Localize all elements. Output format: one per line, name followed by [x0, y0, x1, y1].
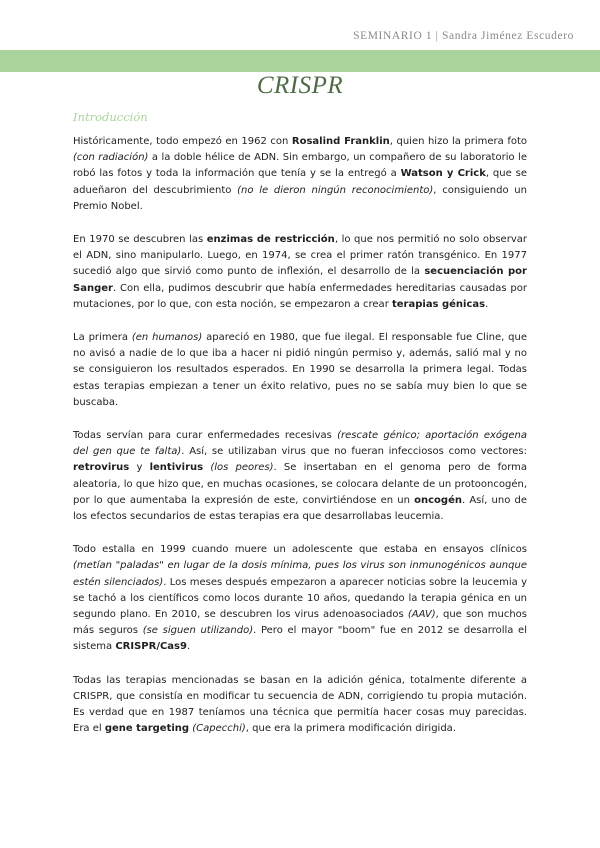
header-accent-bar	[0, 50, 600, 72]
paragraph-4: Todas servían para curar enfermedades recesivas (rescate génico; aportación exógena del gen que te falta). Así, se utilizaban virus que no fueran infecciosos como vectores: retrovirus y lentivirus (los peores). Se insertaban en el genoma pero de forma aleatoria, lo que hizo que, en muchas ocasiones, se colocara delante de un protooncogén, por lo que aumentaba la expresión de este, convirtiéndose en un oncogén. Así, uno de los efectos secundarios de estas terapias era que desarrollabas leucemia.	[73, 430, 528, 523]
paragraph-6: Todas las terapias mencionadas se basan en la adición génica, totalmente diferente a CRISPR, que consistía en modificar tu secuencia de ADN, corrigiendo tu propia mutación. Es verdad que en 1987 teníamos una técnica que permitía hacer cosas muy parecidas. Era el gene targeting (Capecchi), que era la primera modificación dirigida.	[73, 674, 527, 735]
paragraph-5: Todo estalla en 1999 cuando muere un adolescente que estaba en ensayos clínicos (metían "paladas" en lugar de la dosis mínima, pues los virus son inmunogénicos aunque estén silenciados). Los meses después empezaron a aparecer noticias sobre la leucemia y se tachó a los científicos como locos durante 10 años, quedando la terapia génica en un segundo plano. En 2010, se descubren los virus adenoasociados (AAV), que son muchos más seguros (se siguen utilizando). Pero el mayor "boom" fue en 2012 se desarrolla el sistema CRISPR/Cas9.	[73, 544, 527, 653]
page-header: SEMINARIO 1 | Sandra Jiménez Escudero	[353, 30, 574, 42]
document-title: CRISPR	[256, 72, 344, 99]
section-title: Introducción	[73, 110, 148, 124]
document-body	[73, 110, 527, 755]
paragraph-2: En 1970 se descubren las enzimas de restricción, lo que nos permitió no solo observar el ADN, sino manipularlo. Luego, en 1974, se crea el primer ratón transgénico. En 1977 sucedió algo que sirvió como punto de inflexión, el desarrollo de la secuenciación por Sanger. Con ella, pudimos descubrir que había enfermedades hereditarias causadas por mutaciones, por lo que, con esta noción, se empezaron a crear terapias génicas.	[73, 234, 527, 310]
paragraph-3: La primera (en humanos) apareció en 1980, que fue ilegal. El responsable fue Cline, que no avisó a nadie de lo que iba a hacer ni pidió ningún permiso y, además, salió mal y no se consiguieron los resultados esperados. En 1990 se desarrolla la primera legal. Todas estas terapias empiezan a tener un éxito relativo, pues no se sabía muy bien lo que se buscaba.	[73, 332, 528, 408]
paragraph-1: Históricamente, todo empezó en 1962 con Rosalind Franklin, quien hizo la primera foto (con radiación) a la doble hélice de ADN. Sin embargo, un compañero de su laboratorio le robó las fotos y toda la información que tenía y se la entregó a Watson y Crick, que se adueñaron del descubrimiento (no le dieron ningún reconocimiento), consiguiendo un Premio Nobel.	[73, 136, 528, 212]
